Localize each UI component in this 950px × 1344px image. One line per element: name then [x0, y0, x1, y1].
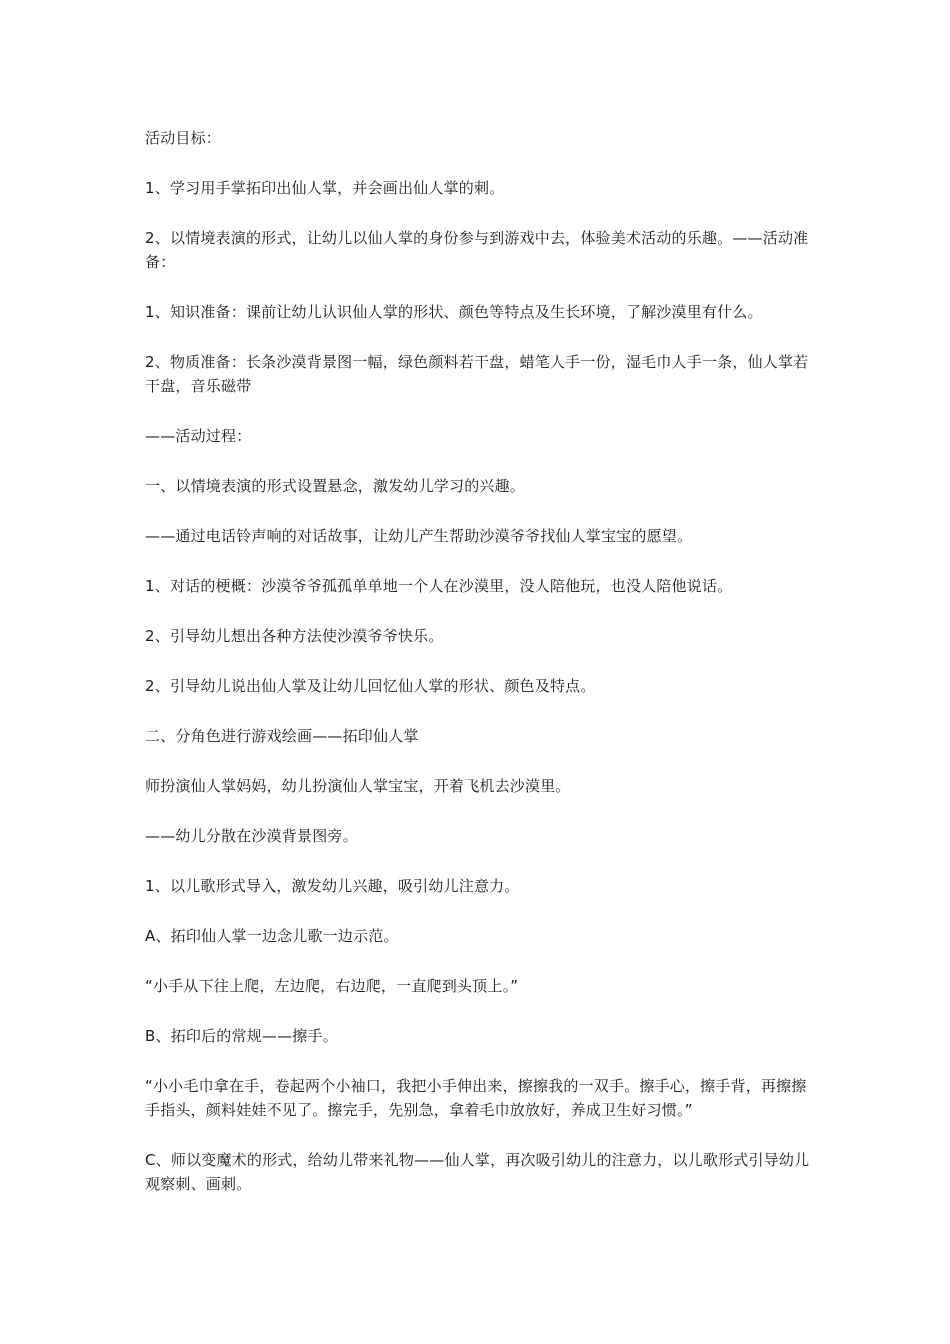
- step-c: C、师以变魔术的形式，给幼儿带来礼物——仙人掌，再次吸引幼儿的注意力，以儿歌形式引导幼儿观察刺、画刺。: [145, 1151, 810, 1193]
- process-item-dialogue: 1、对话的梗概：沙漠爷爷孤孤单单地一个人在沙漠里，没人陪他玩，也没人陪他说话。: [145, 577, 733, 595]
- process-section-1: 一、以情境表演的形式设置悬念，激发幼儿学习的兴趣。: [145, 477, 526, 495]
- document-body: [145, 126, 811, 1222]
- rhyme-towel: “小小毛巾拿在手，卷起两个小袖口，我把小手伸出来，擦擦我的一双手。擦手心，擦手背，再擦擦手指头，颜料娃娃不见了。擦完手，先别急，拿着毛巾放放好，养成卫生好习惯。”: [145, 1077, 807, 1119]
- process-note-scatter: ——幼儿分散在沙漠背景图旁。: [145, 827, 358, 845]
- prep-item-1: 1、知识准备：课前让幼儿认识仙人掌的形状、颜色等特点及生长环境，了解沙漠里有什么。: [145, 303, 763, 321]
- process-item-guide-methods: 2、引导幼儿想出各种方法使沙漠爷爷快乐。: [145, 627, 444, 645]
- step-b: B、拓印后的常规——擦手。: [145, 1027, 338, 1045]
- goal-item-2: 2、以情境表演的形式，让幼儿以仙人掌的身份参与到游戏中去，体验美术活动的乐趣。——活动准备：: [145, 229, 809, 271]
- step-a: A、拓印仙人掌一边念儿歌一边示范。: [145, 927, 399, 945]
- process-note-phone-story: ——通过电话铃声响的对话故事，让幼儿产生帮助沙漠爷爷找仙人掌宝宝的愿望。: [145, 527, 693, 545]
- role-play-description: 师扮演仙人掌妈妈，幼儿扮演仙人掌宝宝，开着飞机去沙漠里。: [145, 777, 571, 795]
- heading-activity-goals: 活动目标：: [145, 129, 222, 147]
- rhyme-hand-climb: “小手从下往上爬，左边爬，右边爬，一直爬到头顶上。”: [145, 977, 519, 995]
- goal-item-1: 1、学习用手掌拓印出仙人掌，并会画出仙人掌的刺。: [145, 179, 505, 197]
- prep-item-2: 2、物质准备：长条沙漠背景图一幅，绿色颜料若干盘，蜡笔人手一份，湿毛巾人手一条，仙人掌若干盘，音乐磁带: [145, 353, 809, 395]
- process-item-guide-features: 2、引导幼儿说出仙人掌及让幼儿回忆仙人掌的形状、颜色及特点。: [145, 677, 596, 695]
- process-section-2: 二、分角色进行游戏绘画——拓印仙人掌: [145, 727, 419, 745]
- heading-activity-process: ——活动过程：: [145, 427, 252, 445]
- process-item-rhyme-intro: 1、以儿歌形式导入，激发幼儿兴趣，吸引幼儿注意力。: [145, 877, 520, 895]
